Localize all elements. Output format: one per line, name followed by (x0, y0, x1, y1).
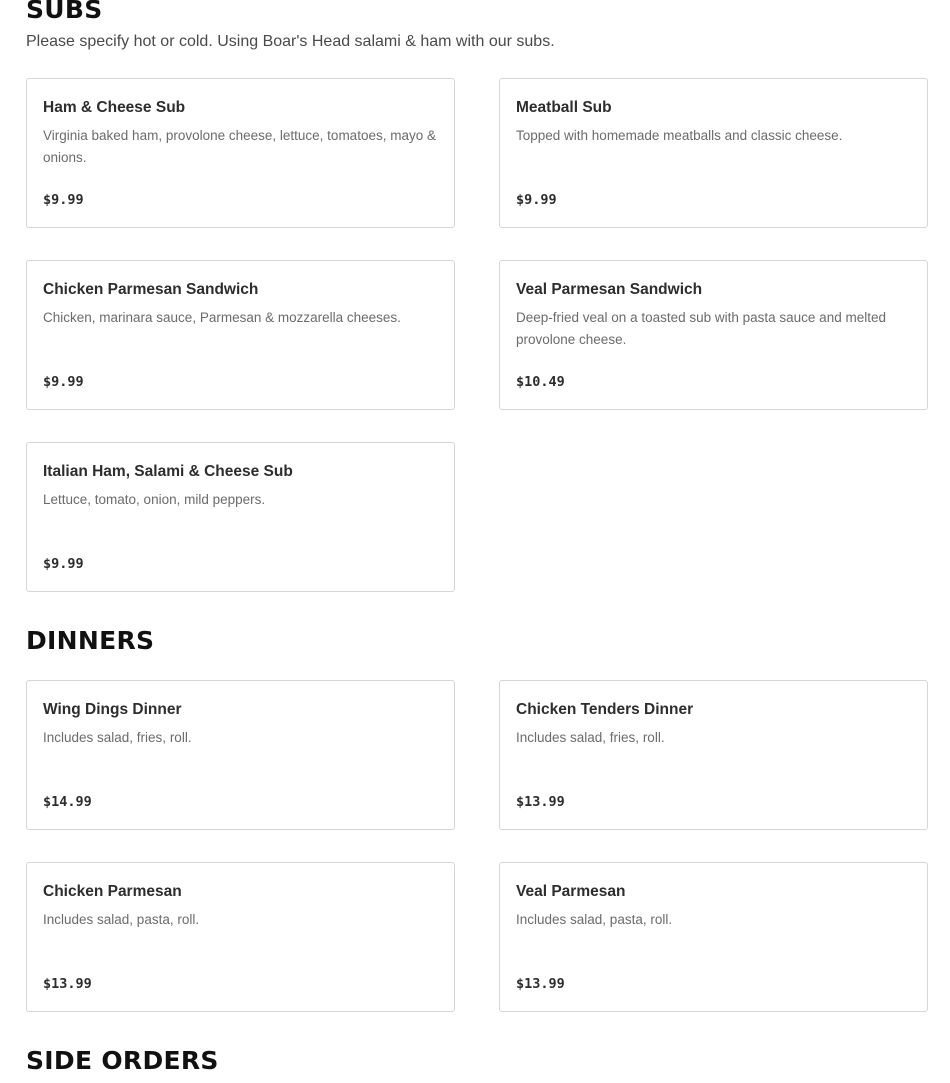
menu-item-description: Topped with homemade meatballs and classic cheese. (516, 128, 843, 143)
menu-item-card[interactable] (499, 680, 928, 830)
menu-item-price: $13.99 (43, 976, 92, 992)
menu-item-price: $13.99 (516, 976, 565, 992)
menu-item-name: Chicken Parmesan Sandwich (43, 281, 259, 298)
menu-item-description: Includes salad, pasta, roll. (43, 912, 200, 927)
menu-item-description: Chicken, marinara sauce, Parmesan & mozzarella cheeses. (43, 310, 401, 325)
menu-item-card[interactable] (499, 78, 928, 228)
menu-item-description: Includes salad, fries, roll. (516, 730, 665, 745)
menu-item-card[interactable] (499, 260, 928, 410)
section-title-subs: SUBS (26, 0, 103, 24)
menu-item-name: Veal Parmesan (516, 883, 626, 900)
menu-item-name: Meatball Sub (516, 99, 612, 116)
menu-item-price: $9.99 (43, 374, 84, 390)
menu-item-description: Deep-fried veal on a toasted sub with pasta sauce and melted provolone cheese. (516, 310, 886, 347)
menu-item-card[interactable] (26, 862, 455, 1012)
menu-item-price: $14.99 (43, 794, 92, 810)
menu-item-name: Italian Ham, Salami & Cheese Sub (43, 463, 293, 480)
menu-item-name: Chicken Parmesan (43, 883, 182, 900)
section-title-dinners: DINNERS (26, 626, 155, 655)
menu-item-description: Virginia baked ham, provolone cheese, lettuce, tomatoes, mayo & onions. (43, 128, 436, 165)
menu-item-price: $13.99 (516, 794, 565, 810)
menu-item-name: Chicken Tenders Dinner (516, 701, 694, 718)
section-title-side-orders: SIDE ORDERS (26, 1046, 219, 1075)
menu-item-description: Lettuce, tomato, onion, mild peppers. (43, 492, 266, 507)
menu-item-name: Ham & Cheese Sub (43, 99, 186, 116)
menu-item-description: Includes salad, pasta, roll. (516, 912, 673, 927)
menu-item-description: Includes salad, fries, roll. (43, 730, 192, 745)
menu-item-price: $9.99 (43, 556, 84, 572)
menu-item-card[interactable] (26, 260, 455, 410)
menu-item-price: $10.49 (516, 374, 565, 390)
menu-item-card[interactable] (26, 442, 455, 592)
menu-item-name: Wing Dings Dinner (43, 701, 182, 718)
section-description-subs: Please specify hot or cold. Using Boar's Head salami & ham with our subs. (26, 33, 555, 50)
menu-item-price: $9.99 (516, 192, 557, 208)
menu-item-name: Veal Parmesan Sandwich (516, 281, 703, 298)
menu-item-price: $9.99 (43, 192, 84, 208)
menu-item-card[interactable] (26, 78, 455, 228)
menu-item-card[interactable] (26, 680, 455, 830)
menu-item-card[interactable] (499, 862, 928, 1012)
